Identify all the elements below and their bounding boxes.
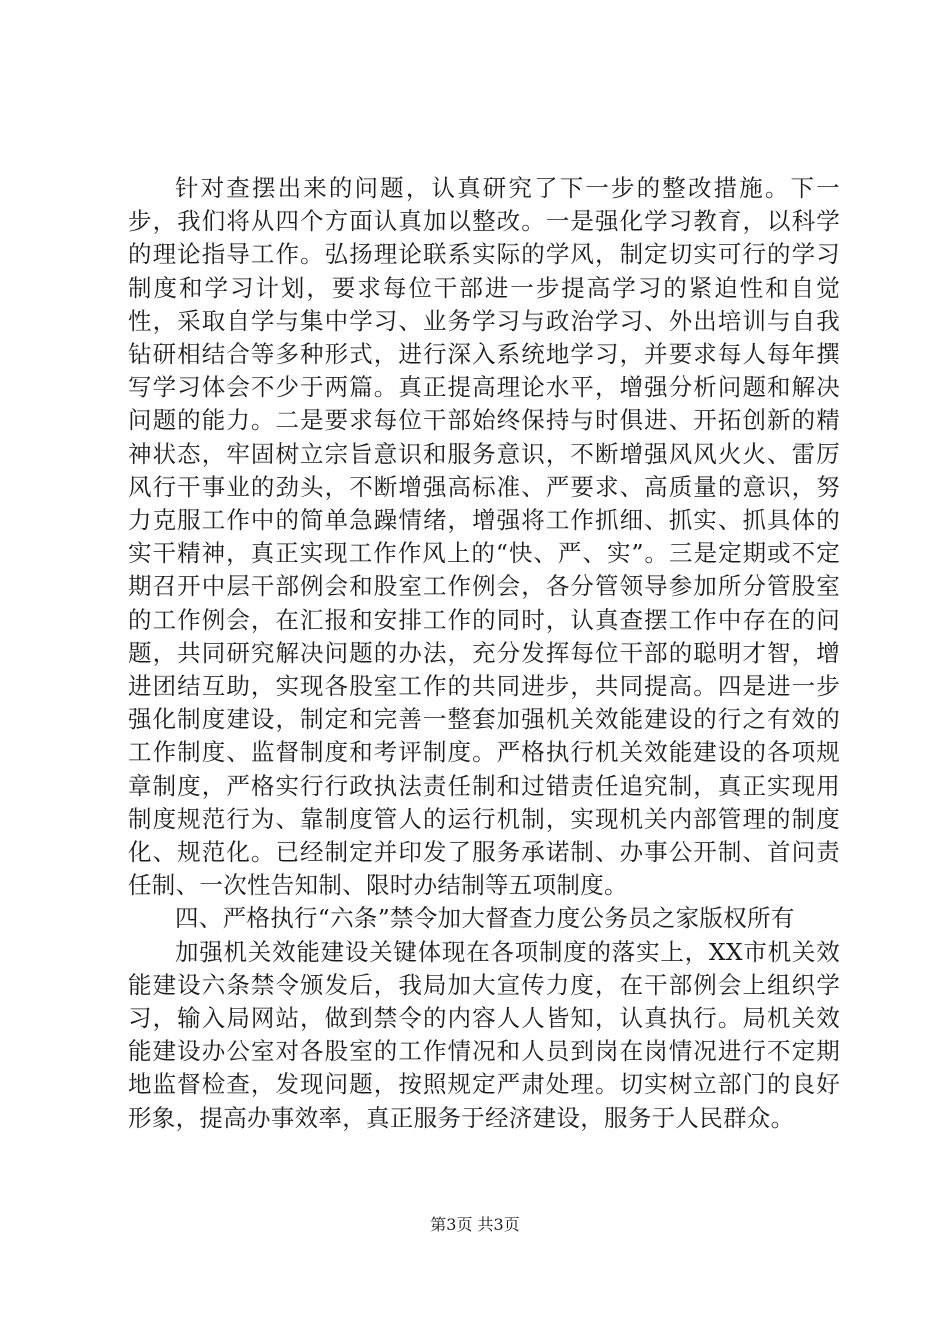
section-heading-4: 四、严格执行“六条”禁令加大督查力度公务员之家版权所有 xyxy=(175,904,795,933)
page-number-footer: 第3页 共3页 xyxy=(430,1215,520,1234)
body-paragraph-1: 针对查摆出来的问题，认真研究了下一步的整改措施。下一步，我们将从四个方面认真加以整改。一是强化学习教育，以科学的理论指导工作。弘扬理论联系实际的学风，制定切实可行的学习制度和学习计划，要求每位干部进一步提高学习的紧迫性和自觉性，采取自学与集中学习、业务学习与政治学习、外出培训与自我钻研相结合等多种形式，进行深入系统地学习，并要求每人每年撰写学习体会不少于两篇。真正提高理论水平，增强分析问题和解决问题的能力。二是要求每位干部始终保持与时俱进、开拓创新的精神状态，牢固树立宗旨意识和服务意识，不断增强风风火火、雷厉风行干事业的劲头，不断增强高标准、严要求、高质量的意识，努力克服工作中的简单急躁情绪，增强将工作抓细、抓实、抓具体的实干精神，真正实现工作作风上的“快、严、实”。三是定期或不定期召开中层干部例会和股室工作例会，各分管领导参加所分管股室的工作例会，在汇报和安排工作的同时，认真查摆工作中存在的问题，共同研究解决问题的办法，充分发挥每位干部的聪明才智，增进团结互助，实现各股室工作的共同进步，共同提高。四是进一步强化制度建设，制定和完善一整套加强机关效能建设的行之有效的工作制度、监督制度和考评制度。严格执行机关效能建设的各项规章制度，严格实行行政执法责任制和过错责任追究制，真正实现用制度规范行为、靠制度管人的运行机制，实现机关内部管理的制度化、规范化。已经制定并印发了服务承诺制、办事公开制、首问责任制、一次性告知制、限时办结制等五项制度。 xyxy=(128,174,840,900)
document-body xyxy=(128,172,840,1135)
body-paragraph-2: 加强机关效能建设关键体现在各项制度的落实上，XX市机关效能建设六条禁令颁发后，我局加大宣传力度，在干部例会上组织学习，输入局网站，做到禁令的内容人人皆知，认真执行。局机关效能建设办公室对各股室的工作情况和人员到岗在岗情况进行不定期地监督检查，发现问题，按照规定严肃处理。切实树立部门的良好形象，提高办事效率，真正服务于经济建设，服务于人民群众。 xyxy=(128,937,840,1132)
